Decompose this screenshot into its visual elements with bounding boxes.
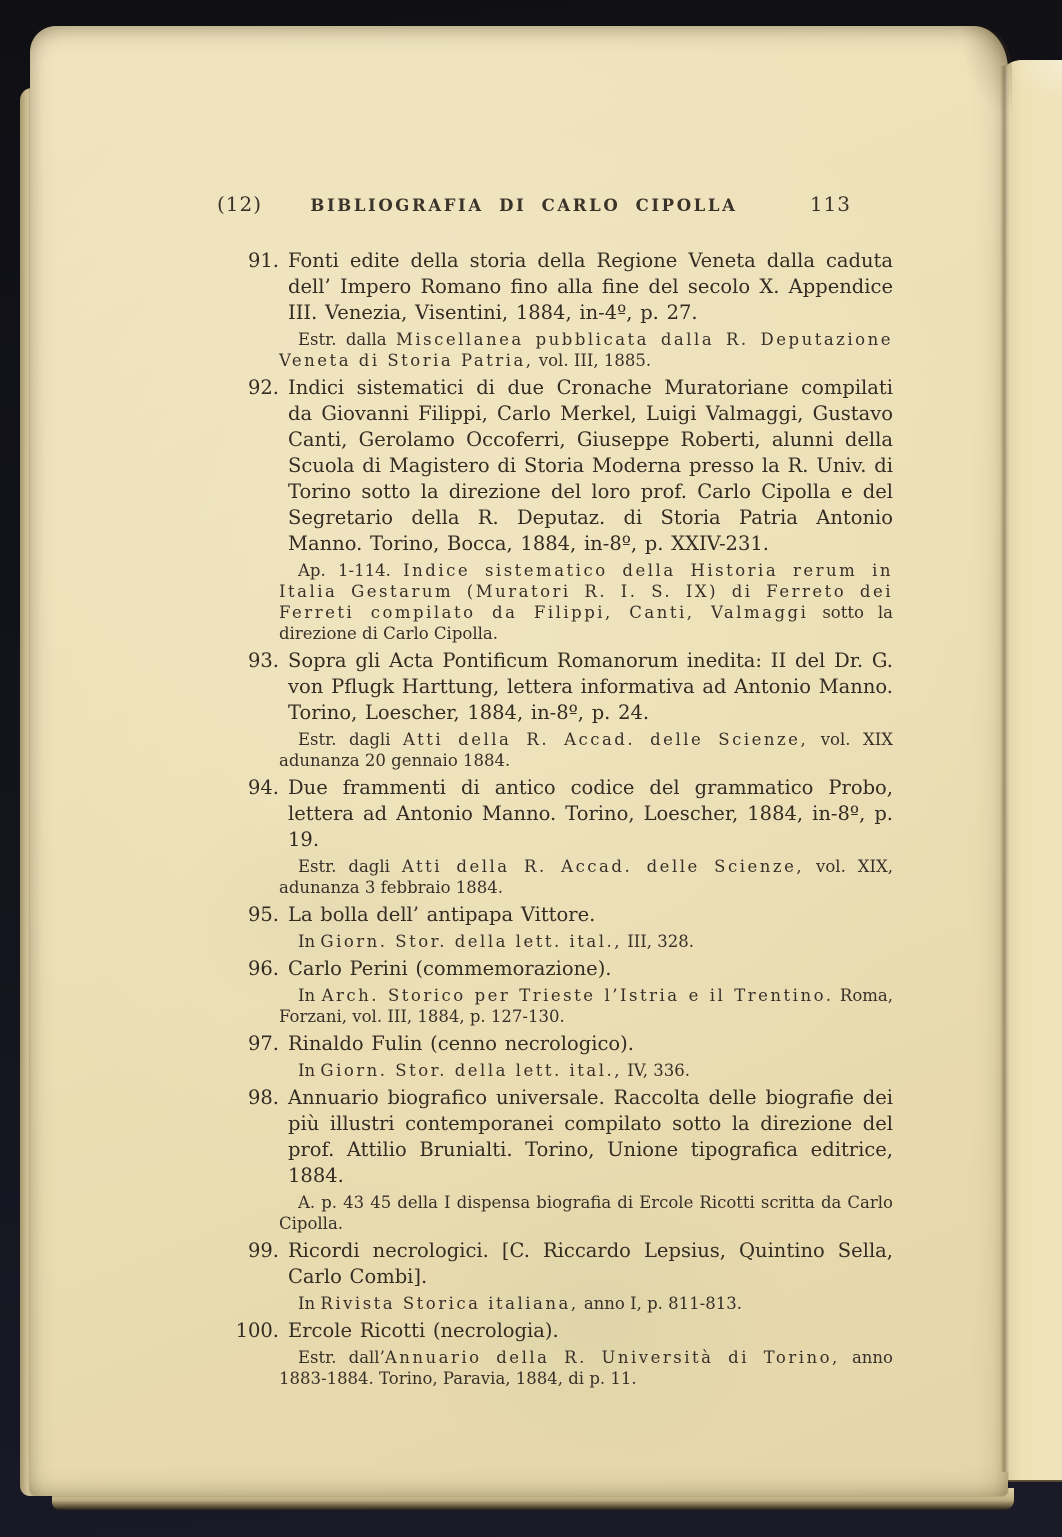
bibliography-entry <box>245 375 893 644</box>
bibliography-entry <box>245 248 893 371</box>
bibliography-entry <box>245 956 893 1027</box>
entry-number: 96. <box>247 957 279 980</box>
book-page <box>30 26 1008 1496</box>
entry-number: 98. <box>247 1086 279 1109</box>
entry-number: 92. <box>247 376 279 399</box>
page-header <box>217 192 893 216</box>
bibliography-entry <box>245 1085 893 1234</box>
entry-title: Sopra gli Acta Pontificum Romanorum inedita: II del Dr. G. von Pflugk Harttung, lettera informativa ad Antonio Manno. Torino, Loescher, 1884, in-8º, p. 24. <box>288 649 893 724</box>
entry-source-note: Estr. dall’Annuario della R. Università di Torino, anno 1883-1884. Torino, Paravia, 1884, di p. 11. <box>279 1348 893 1388</box>
entry-title: Ricordi necrologici. [C. Riccardo Lepsius, Quintino Sella, Carlo Combi]. <box>288 1239 893 1288</box>
entry-source-note: In Giorn. Stor. della lett. ital., III, 328. <box>298 932 695 951</box>
header-signature-number: (12) <box>217 192 263 216</box>
page-gutter-crease <box>1000 66 1010 1472</box>
entry-source-note: Ap. 1-114. Indice sistematico della Historia rerum in Italia Gestarum (Muratori R. I. S. IX) di Ferreto dei Ferreti compilato da Filippi, Canti, Valmaggi sotto la direzione di Carlo Cipolla. <box>279 561 894 643</box>
entry-number: 93. <box>247 649 279 672</box>
header-page-number: 113 <box>809 192 851 216</box>
entry-source-note: A. p. 43 45 della I dispensa biografia di Ercole Ricotti scritta da Carlo Cipolla. <box>279 1193 893 1233</box>
entry-title: Indici sistematici di due Cronache Muratoriane compilati da Giovanni Filippi, Carlo Merkel, Luigi Valmaggi, Gustavo Canti, Gerolamo Occoferri, Giuseppe Roberti, alunni della Scuola di Magistero di Storia Moderna presso la R. Univ. di Torino sotto la direzione del loro prof. Carlo Cipolla e del Segretario della R. Deputaz. di Storia Patria Antonio Manno. Torino, Bocca, 1884, in-8º, p. XXIV-231. <box>288 376 893 555</box>
entry-number: 91. <box>247 249 279 272</box>
entry-title: Fonti edite della storia della Regione Veneta dalla caduta dell’ Impero Romano fino alla fine del secolo X. Appendice III. Venezia, Visentini, 1884, in-4º, p. 27. <box>288 249 893 324</box>
bibliography-entry <box>245 1031 893 1081</box>
entry-title: Due frammenti di antico codice del grammatico Probo, lettera ad Antonio Manno. Torino, Loescher, 1884, in-8º, p. 19. <box>288 776 893 851</box>
entry-number: 99. <box>247 1239 279 1262</box>
bibliography-entry <box>235 1318 893 1389</box>
entry-number: 100. <box>235 1319 279 1342</box>
entry-source-note: Estr. dalla Miscellanea pubblicata dalla R. Deputazione Veneta di Storia Patria, vol. III, 1885. <box>279 330 893 370</box>
entry-source-note: In Rivista Storica italiana, anno I, p. 811-813. <box>298 1294 742 1313</box>
entry-title: Ercole Ricotti (necrologia). <box>288 1319 559 1342</box>
header-running-title: BIBLIOGRAFIA DI CARLO CIPOLLA <box>310 196 738 215</box>
entry-number: 97. <box>247 1032 279 1055</box>
entry-title: La bolla dell’ antipapa Vittore. <box>288 903 596 926</box>
entry-number: 95. <box>247 903 279 926</box>
bibliography-entry <box>245 902 893 952</box>
entry-number: 94. <box>247 776 279 799</box>
entry-source-note: In Arch. Storico per Trieste l’Istria e il Trentino. Roma, Forzani, vol. III, 1884, p. 127-130. <box>279 986 894 1026</box>
entry-title: Rinaldo Fulin (cenno necrologico). <box>288 1032 634 1055</box>
bibliography-entry <box>245 648 893 771</box>
entry-title: Annuario biografico universale. Raccolta delle biografie dei più illustri contemporanei compilato sotto la direzione del prof. Attilio Brunialti. Torino, Unione tipografica editrice, 1884. <box>288 1086 893 1187</box>
entry-source-note: Estr. dagli Atti della R. Accad. delle Scienze, vol. XIX adunanza 20 gennaio 1884. <box>279 730 894 770</box>
entry-title: Carlo Perini (commemorazione). <box>288 957 612 980</box>
entry-source-note: In Giorn. Stor. della lett. ital., IV, 336. <box>298 1061 691 1080</box>
bibliography-list <box>235 248 894 1389</box>
bibliography-entry <box>245 775 893 898</box>
page-content <box>217 26 894 1393</box>
entry-source-note: Estr. dagli Atti della R. Accad. delle Scienze, vol. XIX, adunanza 3 febbraio 1884. <box>279 857 893 897</box>
bibliography-entry <box>245 1238 893 1314</box>
